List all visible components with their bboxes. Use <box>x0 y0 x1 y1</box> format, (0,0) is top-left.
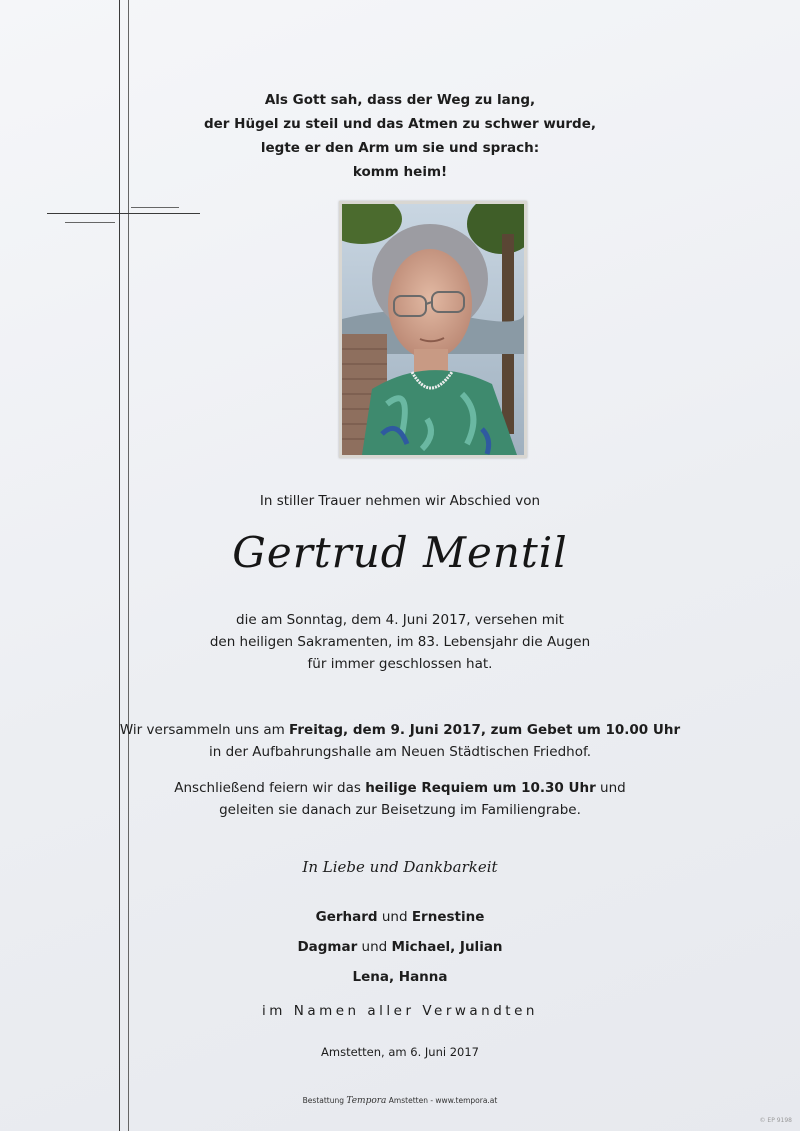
gathering-text: Wir versammeln uns am <box>119 722 290 738</box>
requiem-time: heilige Requiem um 10.30 Uhr <box>365 780 596 796</box>
cross-horizontal-top <box>47 213 200 214</box>
requiem-info <box>0 777 800 821</box>
description-line: die am Sonntag, dem 4. Juni 2017, versehen mit <box>236 612 564 628</box>
family-row <box>0 902 800 932</box>
requiem-text-end: und <box>595 780 626 796</box>
document-code: © EP 9198 <box>759 1117 792 1124</box>
prayer-gathering-info <box>0 719 800 763</box>
poem-line: legte er den Arm um sie und sprach: <box>260 140 540 156</box>
family-conjunction: und <box>357 939 392 955</box>
relatives-line: im Namen aller Verwandten <box>262 1003 538 1019</box>
burial-info: geleiten sie danach zur Beisetzung im Familiengrabe. <box>219 802 581 818</box>
family-conjunction: und <box>377 909 412 925</box>
gathering-date-time: Freitag, dem 9. Juni 2017, zum Gebet um 10.00 Uhr <box>289 722 681 738</box>
footer-suffix: Amstetten - www.tempora.at <box>386 1096 498 1105</box>
funeral-home-brand: Tempora <box>346 1096 387 1106</box>
intro-text: In stiller Trauer nehmen wir Abschied von <box>259 493 541 509</box>
poem-line: der Hügel zu steil und das Atmen zu schwer wurde, <box>203 116 597 132</box>
footer-prefix: Bestattung <box>302 1096 347 1105</box>
description-line: den heiligen Sakramenten, im 83. Lebensjahr die Augen <box>209 634 591 650</box>
family-list <box>0 902 800 992</box>
family-row <box>0 932 800 962</box>
family-member: Gerhard <box>315 909 378 925</box>
portrait-photo-frame <box>339 201 527 458</box>
poem-line: komm heim! <box>352 164 448 180</box>
family-member: Michael, Julian <box>391 939 503 955</box>
family-member: Lena, Hanna <box>352 969 448 985</box>
poem-line: Als Gott sah, dass der Weg zu lang, <box>264 92 536 108</box>
memorial-poem <box>0 88 800 184</box>
cross-horizontal-bottom <box>65 222 115 223</box>
family-row <box>0 962 800 992</box>
funeral-home-footer <box>0 1096 800 1106</box>
deceased-name: Gertrud Mentil <box>232 528 568 577</box>
cross-horizontal-bottom-right <box>131 207 179 208</box>
description-line: für immer geschlossen hat. <box>307 656 493 672</box>
family-member: Dagmar <box>297 939 358 955</box>
closing-phrase: In Liebe und Dankbarkeit <box>302 858 498 876</box>
death-description <box>0 609 800 675</box>
place-and-date: Amstetten, am 6. Juni 2017 <box>321 1045 479 1059</box>
portrait-photo <box>342 204 524 455</box>
requiem-text: Anschließend feiern wir das <box>174 780 366 796</box>
gathering-location: in der Aufbahrungshalle am Neuen Städtischen Friedhof. <box>208 744 592 760</box>
family-member: Ernestine <box>411 909 485 925</box>
